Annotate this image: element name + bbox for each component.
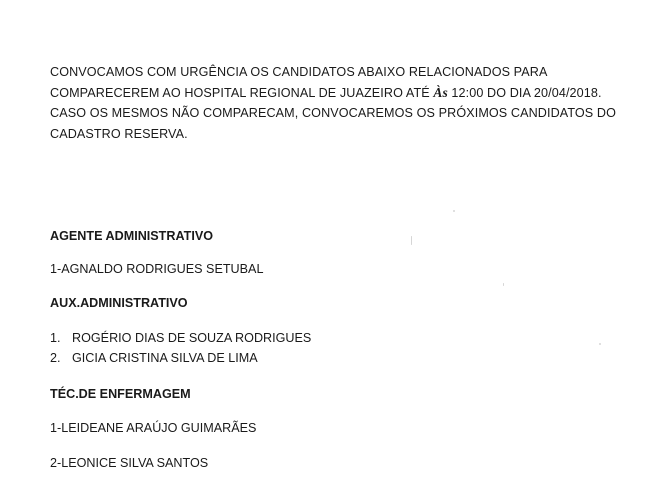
notice-line-2-start: COMPARECEREM AO HOSPITAL REGIONAL DE JUAZEIRO ATÉ (50, 85, 434, 100)
convocation-notice (50, 62, 650, 144)
section-title-agente-administrativo: AGENTE ADMINISTRATIVO (50, 229, 214, 243)
list-item-number: 1. (50, 331, 61, 345)
notice-line-3: CASO OS MESMOS NÃO COMPARECAM, CONVOCAREMOS OS PRÓXIMOS CANDIDATOS DO (50, 106, 616, 120)
notice-line-2 (50, 83, 650, 104)
section-title-tec-de-enfermagem: TÉC.DE ENFERMAGEM (50, 387, 191, 401)
list-item-name: GICIA CRISTINA SILVA DE LIMA (72, 351, 258, 365)
list-item-name: ROGÉRIO DIAS DE SOUZA RODRIGUES (72, 331, 312, 345)
list-item-number: 2. (50, 351, 61, 365)
list-item (50, 351, 258, 365)
notice-line-4: CADASTRO RESERVA. (50, 126, 188, 141)
list-item: 2-LEONICE SILVA SANTOS (50, 456, 209, 470)
scan-speck (503, 283, 504, 286)
list-item: 1-LEIDEANE ARAÚJO GUIMARÃES (50, 421, 257, 435)
notice-line-2-as: Às (433, 84, 448, 100)
scan-speck (599, 343, 601, 345)
scan-speck (453, 210, 455, 212)
notice-line-1: CONVOCAMOS COM URGÊNCIA OS CANDIDATOS ABAIXO RELACIONADOS PARA (50, 65, 548, 79)
scan-speck (411, 236, 412, 245)
list-item (50, 331, 311, 345)
notice-line-2-end: 12:00 DO DIA 20/04/2018. (447, 85, 602, 100)
list-item: 1-AGNALDO RODRIGUES SETUBAL (50, 262, 264, 276)
section-title-aux-administrativo: AUX.ADMINISTRATIVO (50, 296, 188, 310)
